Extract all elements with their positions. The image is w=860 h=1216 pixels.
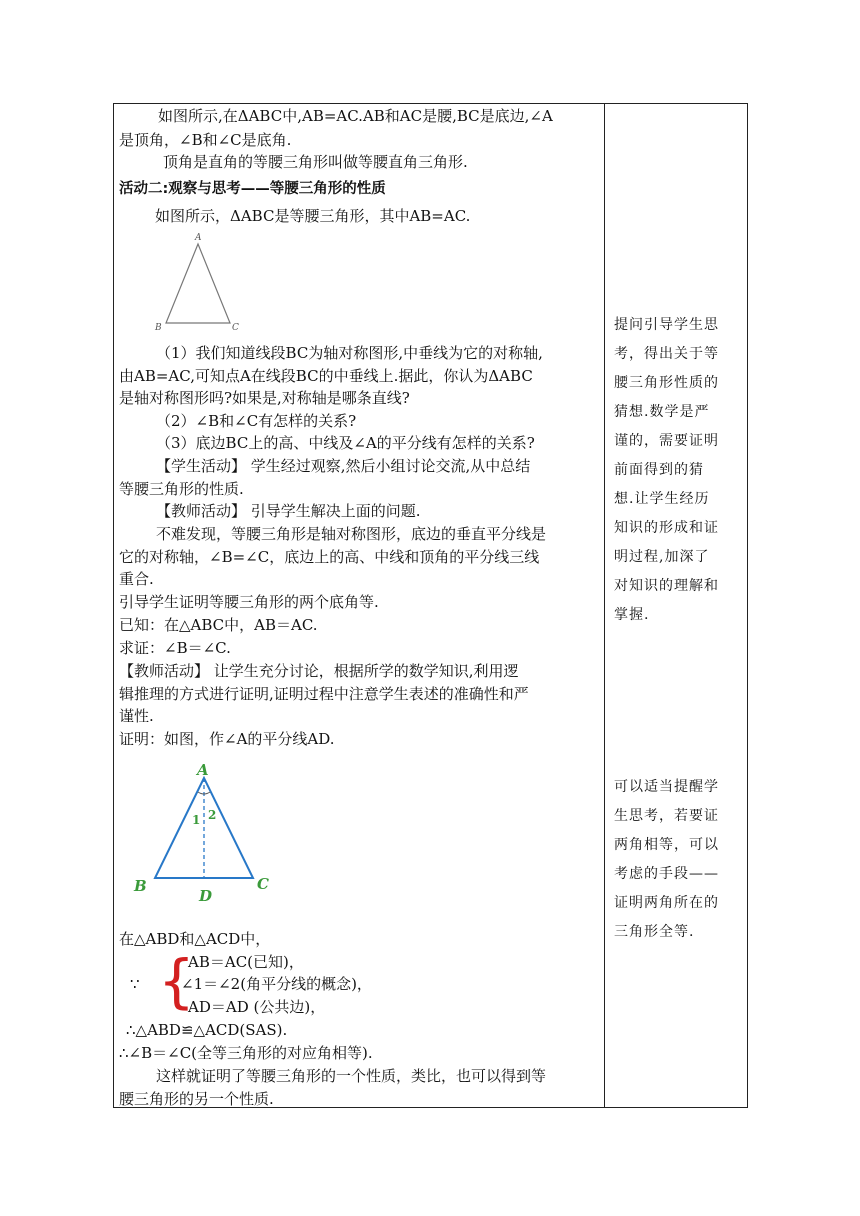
given: 已知：在△ABC中，AB＝AC. [119, 616, 318, 634]
question-1-line-3: 是轴对称图形吗?如果是,对称轴是哪条直线? [119, 389, 410, 407]
side-note-2-line: 可以适当提醒学 [614, 779, 719, 795]
side-note-1-line: 掌握. [614, 607, 650, 623]
proof-intro: 在△ABD和△ACD中， [119, 930, 271, 948]
figure2-label-d: D [199, 887, 213, 905]
figure2-angle-1: 1 [192, 813, 201, 827]
side-note-2-line: 三角形全等. [614, 924, 695, 940]
intro-line-2: 是顶角，∠B和∠C是底角. [119, 131, 292, 149]
teacher-activity-2-line-2: 辑推理的方式进行证明,证明过程中注意学生表述的准确性和严 [119, 685, 529, 703]
to-prove: 求证：∠B＝∠C. [119, 639, 231, 657]
activity-intro: 如图所示，ΔABC是等腰三角形，其中AB=AC. [155, 207, 471, 225]
therefore-angles: ∴∠B＝∠C(全等三角形的对应角相等). [119, 1044, 373, 1062]
side-note-1-line: 腰三角形性质的 [614, 375, 719, 391]
figure1-label-b: B [155, 323, 162, 333]
side-note-1-line: 知识的形成和证 [614, 520, 719, 536]
side-note-2 [614, 773, 719, 947]
proof-start: 证明：如图，作∠A的平分线AD. [119, 730, 335, 748]
side-note-1 [614, 311, 719, 630]
question-1-line-1: （1）我们知道线段BC为轴对称图形,中垂线为它的对称轴, [156, 344, 543, 362]
figure2-label-c: C [257, 875, 269, 893]
conclusion-line-1: 这样就证明了等腰三角形的一个性质，类比，也可以得到等 [156, 1067, 547, 1085]
finding-line-1: 不难发现，等腰三角形是轴对称图形，底边的垂直平分线是 [156, 525, 547, 543]
figure2-label-b: B [134, 877, 147, 895]
side-note-1-line: 前面得到的猜 [614, 462, 704, 478]
figure2-angle-2: 2 [208, 808, 217, 822]
triangle-figure-1 [150, 230, 250, 335]
side-note-1-line: 想.让学生经历 [614, 491, 710, 507]
proof-step-2: ∠1＝∠2(角平分线的概念)， [181, 975, 372, 993]
activity-title: 活动二:观察与思考——等腰三角形的性质 [119, 181, 386, 197]
side-note-1-line: 考，得出关于等 [614, 346, 719, 362]
side-note-2-line: 证明两角所在的 [614, 895, 719, 911]
figure1-label-c: C [232, 323, 239, 333]
because-symbol: ∵ [130, 975, 140, 993]
teacher-activity-2-line-1: 【教师活动】 让学生充分讨论，根据所学的数学知识,利用逻 [119, 662, 519, 680]
teacher-activity-2-line-3: 谨性. [119, 707, 154, 725]
conclusion-line-2: 腰三角形的另一个性质. [119, 1090, 274, 1108]
column-divider [604, 103, 605, 1108]
side-note-1-line: 明过程,加深了 [614, 549, 710, 565]
proof-brace: { [158, 947, 195, 1015]
finding-line-3: 重合. [119, 570, 154, 588]
triangle-figure-2 [128, 758, 278, 908]
triangle-abc-outline [166, 244, 230, 323]
side-note-1-line: 猜想.数学是严 [614, 404, 710, 420]
side-note-2-line: 考虑的手段—— [614, 866, 719, 882]
guide-proof: 引导学生证明等腰三角形的两个底角等. [119, 593, 379, 611]
side-note-2-line: 两角相等，可以 [614, 837, 719, 853]
intro-line-1: 如图所示,在ΔABC中,AB=AC.AB和AC是腰,BC是底边,∠A [158, 107, 553, 125]
student-activity-line-2: 等腰三角形的性质. [119, 480, 244, 498]
proof-step-1: AB＝AC(已知)， [188, 953, 304, 971]
student-activity-line-1: 【学生活动】 学生经过观察,然后小组讨论交流,从中总结 [156, 457, 531, 475]
therefore-congruent: ∴△ABD≌△ACD(SAS). [126, 1021, 288, 1039]
side-note-2-line: 生思考，若要证 [614, 808, 719, 824]
intro-line-3: 顶角是直角的等腰三角形叫做等腰直角三角形. [163, 153, 468, 171]
figure1-label-a: A [195, 233, 202, 243]
side-note-1-line: 对知识的理解和 [614, 578, 719, 594]
finding-line-2: 它的对称轴，∠B=∠C，底边上的高、中线和顶角的平分线三线 [119, 548, 540, 566]
proof-step-3: AD＝AD (公共边)， [188, 998, 326, 1016]
question-2: （2）∠B和∠C有怎样的关系? [156, 412, 357, 430]
question-1-line-2: 由AB=AC,可知点A在线段BC的中垂线上.据此，你认为ΔABC [119, 367, 533, 385]
question-3: （3）底边BC上的高、中线及∠A的平分线有怎样的关系? [156, 434, 535, 452]
figure2-label-a: A [197, 761, 209, 779]
side-note-1-line: 谨的，需要证明 [614, 433, 719, 449]
side-note-1-line: 提问引导学生思 [614, 317, 719, 333]
teacher-activity-1: 【教师活动】 引导学生解决上面的问题. [156, 502, 421, 520]
